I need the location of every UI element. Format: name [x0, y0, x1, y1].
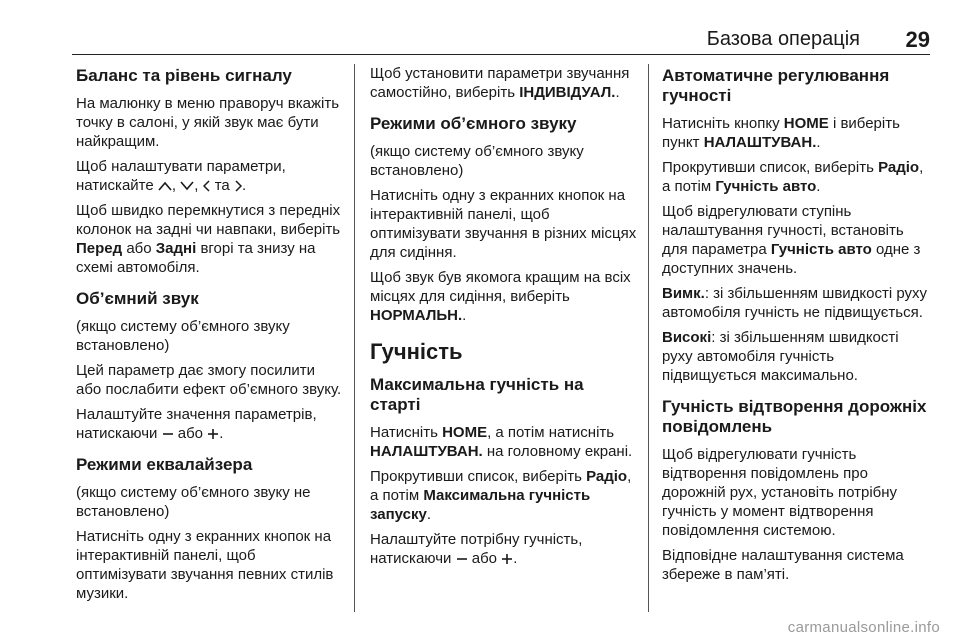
- heading-max-startup-volume: Максимальна гучність на старті: [370, 375, 584, 414]
- section-heading-volume: Гучність: [370, 339, 463, 364]
- heading-auto-volume: Автоматичне регулювання гучності: [662, 66, 890, 105]
- watermark: carmanualsonline.info: [787, 619, 940, 636]
- paragraph: Цей параметр дає змогу посилити або послабити ефект об’ємного звуку.: [76, 362, 342, 398]
- column-2: [370, 64, 638, 574]
- paragraph: Натисніть одну з екранних кнопок на інтерактивній панелі, щоб оптимізувати звучання певних стилів музики.: [76, 528, 334, 602]
- page-number: 29: [905, 27, 930, 52]
- paragraph: Щоб налаштувати параметри, натискайте , , та .: [76, 158, 286, 194]
- minus-icon: [162, 428, 174, 440]
- heading-traffic-volume: Гучність відтворення дорожніх повідомлень: [662, 397, 927, 436]
- heading-surround: Об’ємний звук: [76, 289, 199, 308]
- chevron-up-icon: [158, 180, 172, 192]
- paragraph: Прокрутивши список, виберіть Радіо, а потім Гучність авто.: [662, 159, 924, 195]
- paragraph: Щоб звук був якомога кращим на всіх місцях для сидіння, виберіть НОРМАЛЬН..: [370, 269, 631, 324]
- paragraph: (якщо систему об’ємного звуку встановлено): [76, 318, 290, 354]
- heading-equalizer: Режими еквалайзера: [76, 455, 253, 474]
- chevron-right-icon: [234, 180, 242, 192]
- paragraph: Натисніть одну з екранних кнопок на інтерактивній панелі, щоб оптимізувати звучання в різних місцях для сидіння.: [370, 187, 637, 261]
- paragraph: Прокрутивши список, виберіть Радіо, а потім Максимальна гучність запуску.: [370, 468, 632, 523]
- paragraph: Натисніть HOME, а потім натисніть НАЛАШТУВАН. на головному екрані.: [370, 424, 633, 460]
- paragraph: Налаштуйте значення параметрів, натискаючи або .: [76, 406, 317, 442]
- column-1: [76, 64, 344, 609]
- chevron-left-icon: [203, 180, 211, 192]
- paragraph: Натисніть кнопку HOME і виберіть пункт НАЛАШТУВАН..: [662, 115, 900, 151]
- paragraph: Щоб відрегулювати гучність відтворення повідомлень про дорожній рух, установіть потрібну гучність у момент відтворення повідомлення системою.: [662, 446, 898, 539]
- column-divider: [354, 64, 355, 612]
- page-header-title: Базова операція: [706, 28, 860, 50]
- paragraph: Щоб відрегулювати ступінь налаштування гучності, встановіть для параметра Гучність авто одне з доступних значень.: [662, 203, 921, 277]
- page-header: [72, 24, 930, 55]
- column-divider: [648, 64, 649, 612]
- paragraph: (якщо систему об’ємного звуку встановлено): [370, 143, 584, 179]
- paragraph: (якщо систему об’ємного звуку не встановлено): [76, 484, 311, 520]
- heading-surround-modes: Режими об’ємного звуку: [370, 114, 577, 133]
- paragraph: Налаштуйте потрібну гучність, натискаючи або .: [370, 531, 583, 567]
- column-3: [662, 64, 930, 590]
- heading-balance: Баланс та рівень сигналу: [76, 66, 292, 85]
- minus-icon: [456, 553, 468, 565]
- plus-icon: [207, 428, 219, 440]
- plus-icon: [501, 553, 513, 565]
- paragraph: Вимк.: зі збільшенням швидкості руху автомобіля гучність не підвищується.: [662, 285, 928, 321]
- paragraph: Високі: зі збільшенням швидкості руху автомобіля гучність підвищується максимально.: [662, 329, 899, 384]
- paragraph: Щоб установити параметри звучання самостійно, виберіть ІНДИВІДУАЛ..: [370, 65, 630, 101]
- paragraph: На малюнку в меню праворуч вкажіть точку в салоні, у якій звук має бути найкращим.: [76, 95, 340, 150]
- chevron-down-icon: [180, 180, 194, 192]
- paragraph: Щоб швидко перемкнутися з передніх колонок на задні чи навпаки, виберіть Перед або Задні вгорі та знизу на схемі автомобіля.: [76, 202, 341, 276]
- paragraph: Відповідне налаштування система збереже в пам’яті.: [662, 547, 904, 583]
